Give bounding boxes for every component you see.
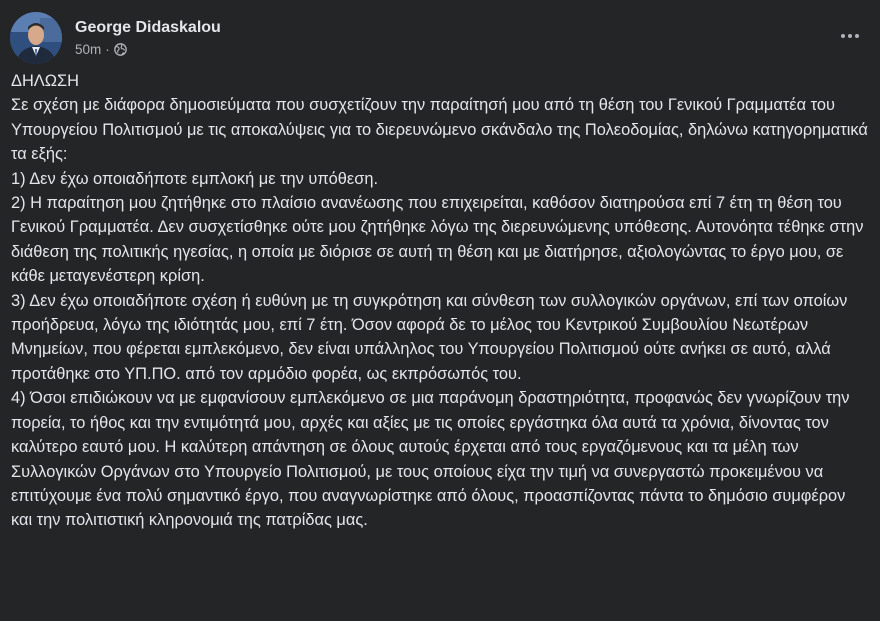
globe-icon[interactable] [114, 43, 127, 56]
post-timestamp[interactable]: 50m [75, 41, 102, 57]
statement-point-1: 1) Δεν έχω οποιαδήποτε εμπλοκή με την υπόθεση. [11, 169, 379, 188]
more-dots-icon [841, 34, 845, 38]
statement-intro: Σε σχέση με διάφορα δημοσιεύματα που συσχετίζουν την παραίτησή μου από τη θέση του Γενικού Γραμματέα του Υπουργείου Πολιτισμού με τις αποκαλύψεις για το διερευνώμενο σκάνδαλο της Πολεοδομίας, δηλώνω κατηγορηματικά τα εξής: [11, 96, 868, 164]
statement-point-2: 2) Η παραίτηση μου ζητήθηκε στο πλαίσιο ανανέωσης που επιχειρείται, καθόσον διατηρούσα επί 7 έτη τη θέση του Γενικού Γραμματέα. Δεν συσχετίσθηκε ούτε μου ζητήθηκε λόγω της διερευνώμενης υπόθεσης. Αυτονόητα τέθηκε στην διάθεση της πολιτικής ηγεσίας, η οποία με διόρισε σε αυτή τη θέση και με διατήρησε, αξιολογώντας το έργο μου, σε κάθε μεταγενέστερη κρίση. [11, 194, 864, 286]
post-subline [75, 41, 221, 59]
more-dots-icon [848, 34, 852, 38]
post-meta [75, 18, 221, 59]
post-header [10, 12, 221, 64]
post-body [11, 69, 871, 533]
statement-point-3: 3) Δεν έχω οποιαδήποτε σχέση ή ευθύνη με τη συγκρότηση και σύνθεση των συλλογικών οργάνων, επί των οποίων προήδρευα, λόγω της ιδιότητάς μου, επί 7 έτη. Όσον αφορά δε το μέλος του Κεντρικού Συμβουλίου Νεωτέρων Μνημείων, που φέρεται εμπλεκόμενο, δεν είναι υπάλληλος του Υπουργείου Πολιτισμού ούτε ανήκει σε αυτό, αλλά προτάθηκε στο ΥΠ.ΠΟ. από τον αρμόδιο φορέα, ως εκπρόσωπός του. [11, 291, 848, 383]
more-options-button[interactable] [834, 20, 866, 52]
author-name[interactable]: George Didaskalou [75, 18, 221, 36]
more-dots-icon [855, 34, 859, 38]
statement-point-4: 4) Όσοι επιδιώκουν να με εμφανίσουν εμπλεκόμενο σε μια παράνομη δραστηριότητα, προφανώς δεν γνωρίζουν την πορεία, το ήθος και την εντιμότητά μου, αρχές και αξίες με τις οποίες εργάστηκα όλα αυτά τα χρόνια, δίνοντας τον καλύτερο εαυτό μου. Η καλύτερη απάντηση σε όλους αυτούς έρχεται από τους εργαζόμενους και τα μέλη των Συλλογικών Οργάνων στο Υπουργείο Πολιτισμού, με τους οποίους είχα την τιμή να συνεργαστώ προκειμένου να επιτύχουμε ένα πολύ σημαντικό έργο, που αναγνωρίστηκε από όλους, προασπίζοντας πάντα το δημόσιο συμφέρον και την πολιτιστική κληρονομιά της πατρίδας μας. [11, 389, 850, 530]
separator-dot: · [105, 41, 110, 57]
profile-photo-icon [10, 12, 62, 64]
author-avatar[interactable] [10, 12, 62, 64]
statement-heading: ΔΗΛΩΣΗ [11, 72, 79, 90]
